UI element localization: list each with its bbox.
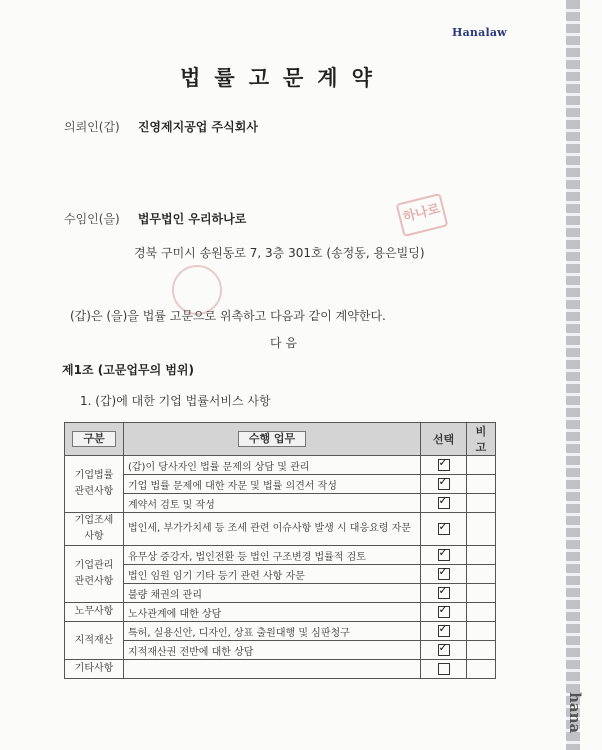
select-cell <box>421 456 467 475</box>
task-cell: 유무상 증강자, 법인전환 등 법인 구조변경 법률적 검토 <box>124 546 421 565</box>
agent-label: 수임인(을) <box>64 212 120 226</box>
select-checkbox[interactable] <box>438 587 450 599</box>
agent-address: 경북 구미시 송원동로 7, 3층 301호 (송정동, 용은빌딩) <box>134 246 425 260</box>
table-header-row <box>65 423 496 456</box>
document-title: 법률고문계약 <box>180 66 386 90</box>
task-cell: 기업 법률 문제에 대한 자문 및 법률 의견서 작성 <box>124 475 421 494</box>
client-label: 의뢰인(갑) <box>64 120 120 134</box>
select-cell <box>421 660 467 679</box>
task-cell: 법인세, 부가가치세 등 조세 관련 이슈사항 발생 시 대응요령 자문 <box>124 513 421 546</box>
hanalaw-logo: Hanalaw <box>452 26 507 39</box>
note-cell <box>467 546 496 565</box>
header-task: 수행 업무 <box>124 423 421 456</box>
table-row <box>65 513 496 546</box>
binding-strip <box>566 0 580 750</box>
select-cell <box>421 622 467 641</box>
client-name: 진영제지공업 주식회사 <box>137 120 258 134</box>
note-cell <box>467 565 496 584</box>
article1-heading: 제1조 (고문업무의 범위) <box>62 363 195 377</box>
note-cell <box>467 513 496 546</box>
header-category: 구분 <box>65 423 124 456</box>
task-cell: 노사관계에 대한 상담 <box>124 603 421 622</box>
select-cell <box>421 565 467 584</box>
note-cell <box>467 475 496 494</box>
next-heading: 다 음 <box>270 336 297 350</box>
category-cell: 기업조세 사항 <box>65 513 124 546</box>
select-checkbox[interactable] <box>438 663 450 675</box>
task-cell: 불량 채권의 관리 <box>124 584 421 603</box>
table-row <box>65 641 496 660</box>
select-cell <box>421 494 467 513</box>
table-row <box>65 622 496 641</box>
task-cell: (갑)이 당사자인 법률 문제의 상담 및 관리 <box>124 456 421 475</box>
task-cell <box>124 660 421 679</box>
table-row <box>65 565 496 584</box>
table-row <box>65 475 496 494</box>
note-cell <box>467 622 496 641</box>
item1-text: 1. (갑)에 대한 기업 법률서비스 사항 <box>80 394 271 408</box>
select-checkbox[interactable] <box>438 523 450 535</box>
table-row <box>65 546 496 565</box>
select-checkbox[interactable] <box>438 459 450 471</box>
note-cell <box>467 494 496 513</box>
select-checkbox[interactable] <box>438 606 450 618</box>
select-cell <box>421 603 467 622</box>
task-cell: 지적재산권 전반에 대한 상담 <box>124 641 421 660</box>
select-checkbox[interactable] <box>438 625 450 637</box>
select-checkbox[interactable] <box>438 644 450 656</box>
select-cell <box>421 584 467 603</box>
note-cell <box>467 456 496 475</box>
table-row <box>65 603 496 622</box>
agent-line <box>64 210 246 227</box>
select-checkbox[interactable] <box>438 568 450 580</box>
service-table <box>64 422 496 679</box>
agent-name: 법무법인 우리하나로 <box>137 212 247 226</box>
note-cell <box>467 584 496 603</box>
note-cell <box>467 603 496 622</box>
select-checkbox[interactable] <box>438 478 450 490</box>
table-row <box>65 584 496 603</box>
select-cell <box>421 513 467 546</box>
category-cell: 기타사항 <box>65 660 124 679</box>
select-cell <box>421 546 467 565</box>
category-cell: 기업관리 관련사항 <box>65 546 124 603</box>
table-row <box>65 494 496 513</box>
task-cell: 계약서 검토 및 작성 <box>124 494 421 513</box>
table-row <box>65 660 496 679</box>
category-cell: 노무사항 <box>65 603 124 622</box>
note-cell <box>467 641 496 660</box>
binding-edge <box>566 0 602 750</box>
select-cell <box>421 475 467 494</box>
select-cell <box>421 641 467 660</box>
intro-text: (갑)은 (을)을 법률 고문으로 위촉하고 다음과 같이 계약한다. <box>70 309 386 323</box>
category-cell: 지적재산 <box>65 622 124 660</box>
client-line <box>64 118 258 135</box>
select-checkbox[interactable] <box>438 497 450 509</box>
category-cell: 기업법률 관련사항 <box>65 456 124 513</box>
select-checkbox[interactable] <box>438 549 450 561</box>
seal-stamp: 하나로 <box>396 193 449 237</box>
table-row <box>65 456 496 475</box>
edge-logo-text: hana <box>566 692 584 734</box>
header-select: 선택 <box>421 423 467 456</box>
header-note: 비고 <box>467 423 496 456</box>
note-cell <box>467 660 496 679</box>
task-cell: 법인 임원 임기 기타 등기 관련 사항 자문 <box>124 565 421 584</box>
task-cell: 특허, 실용신안, 디자인, 상표 출원대행 및 심판청구 <box>124 622 421 641</box>
